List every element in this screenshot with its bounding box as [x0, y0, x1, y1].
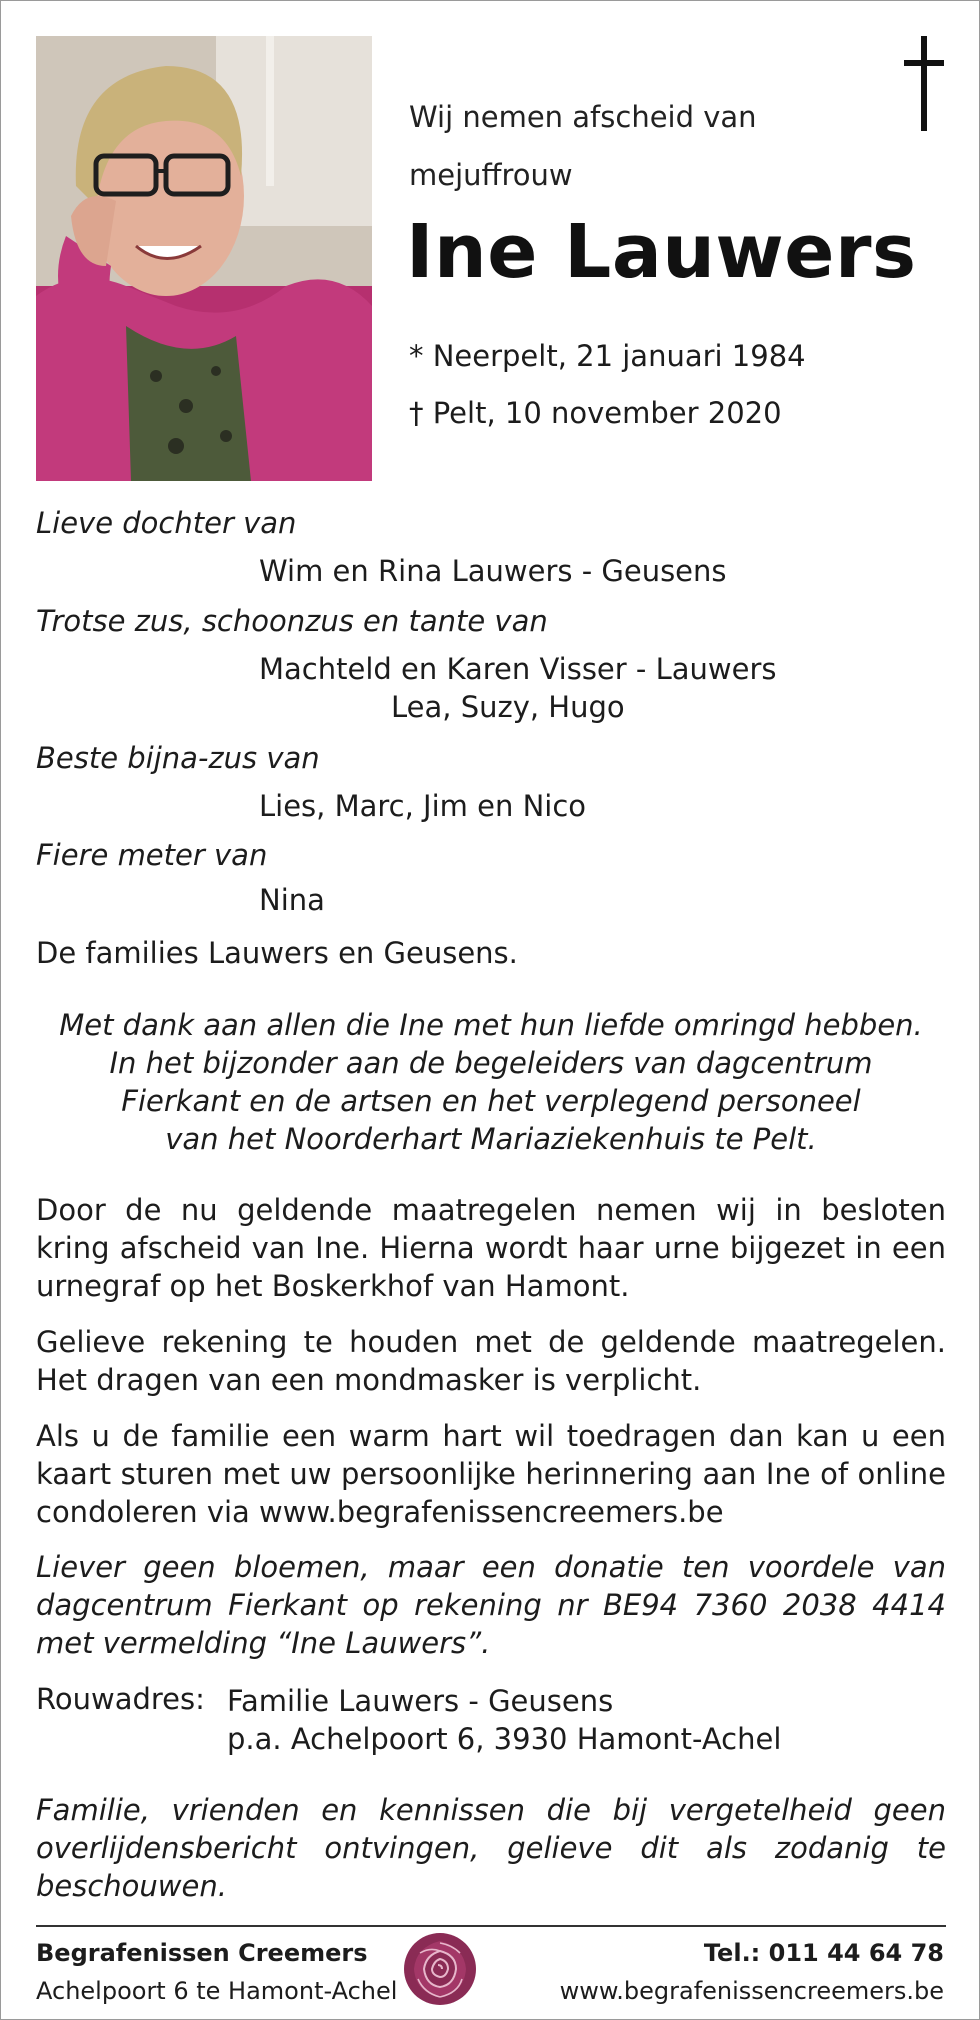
address-line: Familie Lauwers - Geusens [227, 1684, 614, 1718]
phone-number: Tel.: 011 44 64 78 [703, 1939, 944, 1967]
address-value [227, 1682, 781, 1758]
intro-text [409, 88, 757, 204]
birth-date: * Neerpelt, 21 januari 1984 [409, 339, 806, 373]
deceased-name: Ine Lauwers [406, 209, 917, 295]
condolences-paragraph: Als u de familie een warm hart wil toedragen dan kan u een kaart sturen met uw persoonlijke herinnering aan Ine of online condoleren via www.begrafenissencreemers.be [36, 1419, 946, 1529]
life-dates [409, 328, 806, 442]
thanks-block [36, 1006, 946, 1158]
relation-label: Fiere meter van [36, 838, 268, 872]
families-line: De families Lauwers en Geusens. [36, 936, 518, 970]
portrait-photo [36, 36, 372, 481]
donation-paragraph: Liever geen bloemen, maar een donatie ten voordele van dagcentrum Fierkant op rekening nr BE94 7360 2038 4414 met vermelding “Ine Lauwers”. [36, 1550, 946, 1660]
thanks-line: Met dank aan allen die Ine met hun liefde omringd hebben. [59, 1008, 923, 1042]
closing-paragraph: Familie, vrienden en kennissen die bij vergetelheid geen overlijdensbericht ontvingen, gelieve dit als zodanig te beschouwen. [36, 1793, 946, 1903]
relation-names: Lea, Suzy, Hugo [391, 690, 625, 724]
website-link[interactable]: www.begrafenissencreemers.be [559, 1977, 944, 2005]
relation-names: Machteld en Karen Visser - Lauwers [259, 652, 777, 686]
burial-paragraph: Door de nu geldende maatregelen nemen wij in besloten kring afscheid van Ine. Hierna wordt haar urne bijgezet in een urnegraf op het Boskerkhof van Hamont. [36, 1193, 946, 1303]
footer-divider [36, 1925, 946, 1927]
death-date: † Pelt, 10 november 2020 [409, 396, 782, 430]
thanks-line: Fierkant en de artsen en het verplegend personeel [121, 1084, 861, 1118]
funeral-home-info [36, 1934, 397, 2010]
thanks-line: In het bijzonder aan de begeleiders van dagcentrum [109, 1046, 873, 1080]
intro-line: mejuffrouw [409, 158, 573, 192]
funeral-home-name: Begrafenissen Creemers [36, 1939, 368, 1967]
cross-icon [904, 36, 944, 131]
thanks-line: van het Noorderhart Mariaziekenhuis te Pelt. [165, 1122, 817, 1156]
relation-label: Lieve dochter van [36, 506, 297, 540]
contact-info [560, 1934, 944, 2010]
measures-paragraph: Gelieve rekening te houden met de geldende maatregelen. Het dragen van een mondmasker is verplicht. [36, 1325, 946, 1397]
relation-label: Trotse zus, schoonzus en tante van [36, 604, 548, 638]
relation-names: Lies, Marc, Jim en Nico [259, 789, 587, 823]
relation-names: Nina [259, 883, 325, 917]
intro-line: Wij nemen afscheid van [409, 100, 757, 134]
address-line: p.a. Achelpoort 6, 3930 Hamont-Achel [227, 1722, 782, 1756]
funeral-home-address: Achelpoort 6 te Hamont-Achel [36, 1977, 398, 2005]
address-label: Rouwadres: [36, 1682, 205, 1716]
relation-names: Wim en Rina Lauwers - Geusens [259, 554, 727, 588]
rose-icon [400, 1929, 480, 2009]
relation-label: Beste bijna-zus van [36, 741, 320, 775]
